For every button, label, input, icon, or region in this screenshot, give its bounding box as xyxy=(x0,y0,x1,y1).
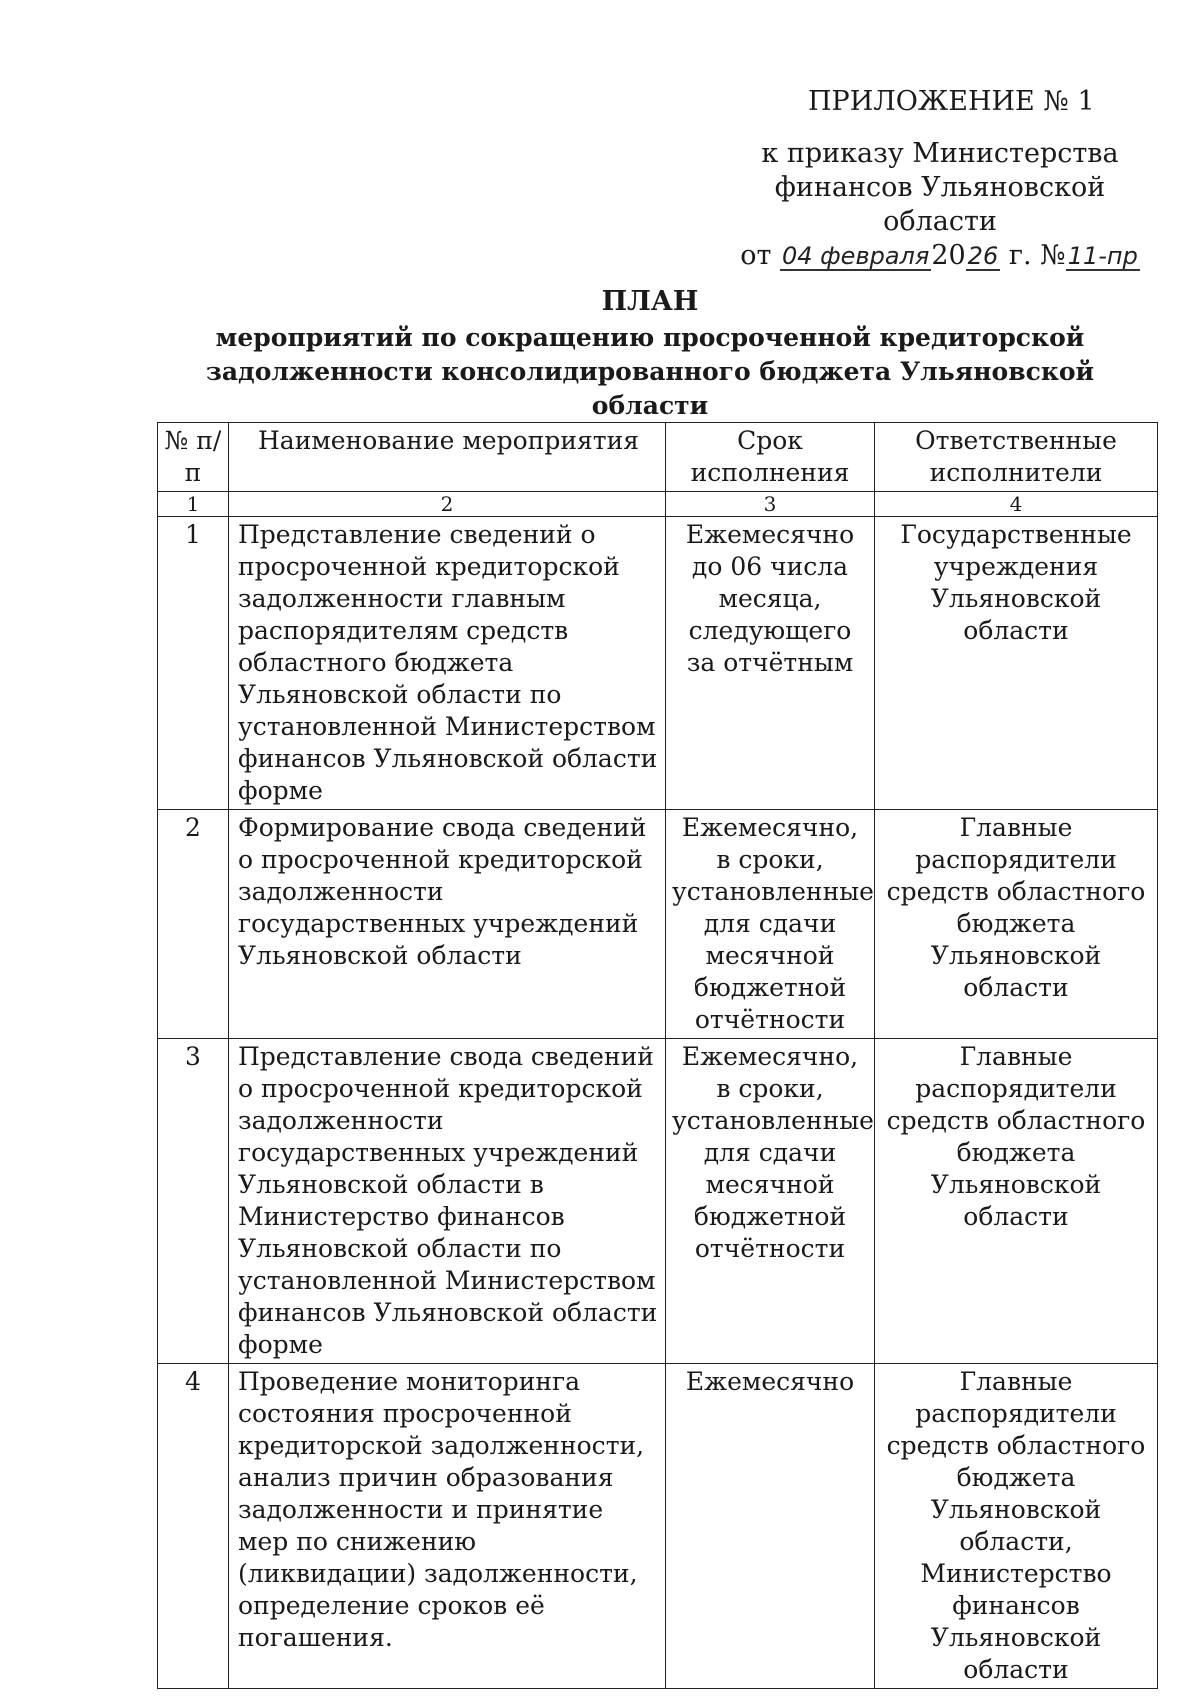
row-deadline: Ежемесячно до 06 числа месяца, следующего за отчётным xyxy=(666,517,875,810)
table-row xyxy=(158,1364,1158,1689)
row-num: 1 xyxy=(158,517,229,810)
row-deadline: Ежемесячно, в сроки, установленные для сдачи месячной бюджетной отчётности xyxy=(666,810,875,1039)
heading-subtitle-1: мероприятий по сокращению просроченной кредиторской xyxy=(215,323,1085,352)
row-name: Представление сведений о просроченной кредиторской задолженности главным распорядителям средств областного бюджета Ульяновской области по установленной Министерством финансов Ульяновской области форме xyxy=(229,517,666,810)
row-responsible: Главные распорядители средств областного бюджета Ульяновской области xyxy=(875,1039,1158,1364)
plan-table xyxy=(157,422,1158,1689)
row-responsible: Главные распорядители средств областного бюджета Ульяновской области, Министерство финансов Ульяновской области xyxy=(875,1364,1158,1689)
row-name: Представление свода сведений о просроченной кредиторской задолженности государственных учреждений Ульяновской области в Министерство финансов Ульяновской области по установленной Министерством финансов Ульяновской области форме xyxy=(229,1039,666,1364)
row-deadline: Ежемесячно, в сроки, установленные для сдачи месячной бюджетной отчётности xyxy=(666,1039,875,1364)
appendix-line-1: к приказу Министерства xyxy=(761,138,1119,169)
row-name: Проведение мониторинга состояния просроченной кредиторской задолженности, анализ причин образования задолженности и принятие мер по снижению (ликвидации) задолженности, определение сроков её погашения. xyxy=(229,1364,666,1689)
row-num: 2 xyxy=(158,810,229,1039)
year-prefix: 20 xyxy=(931,240,966,271)
header-num: № п/п xyxy=(158,423,229,492)
header-deadline: Срок исполнения xyxy=(666,423,875,492)
appendix-block xyxy=(730,85,1150,273)
handwritten-year: 26 xyxy=(967,242,999,270)
row-num: 3 xyxy=(158,1039,229,1364)
header-name: Наименование мероприятия xyxy=(229,423,666,492)
document-heading xyxy=(150,285,1150,423)
date-prefix: от xyxy=(740,240,772,271)
handwritten-order-number: 11-пр xyxy=(1067,242,1138,270)
table-row xyxy=(158,1039,1158,1364)
heading-main: ПЛАН xyxy=(601,286,699,317)
column-number-row xyxy=(158,492,1158,517)
row-deadline: Ежемесячно xyxy=(666,1364,875,1689)
appendix-date-line xyxy=(730,239,1150,273)
column-number: 2 xyxy=(229,492,666,517)
row-responsible: Главные распорядители средств областного бюджета Ульяновской области xyxy=(875,810,1158,1039)
row-responsible: Государственные учреждения Ульяновской области xyxy=(875,517,1158,810)
appendix-title: ПРИЛОЖЕНИЕ № 1 xyxy=(808,86,1095,117)
year-unit: г. № xyxy=(1008,240,1066,271)
row-name: Формирование свода сведений о просроченной кредиторской задолженности государственных учреждений Ульяновской области xyxy=(229,810,666,1039)
header-responsible: Ответственные исполнители xyxy=(875,423,1158,492)
handwritten-date: 04 февраля xyxy=(781,242,930,270)
column-number: 1 xyxy=(158,492,229,517)
column-number: 4 xyxy=(875,492,1158,517)
row-num: 4 xyxy=(158,1364,229,1689)
table-header-row xyxy=(158,423,1158,492)
heading-subtitle-2: задолженности консолидированного бюджета Ульяновской области xyxy=(205,357,1095,420)
appendix-line-2: финансов Ульяновской области xyxy=(774,172,1106,237)
table-row xyxy=(158,810,1158,1039)
column-number: 3 xyxy=(666,492,875,517)
table-row xyxy=(158,517,1158,810)
